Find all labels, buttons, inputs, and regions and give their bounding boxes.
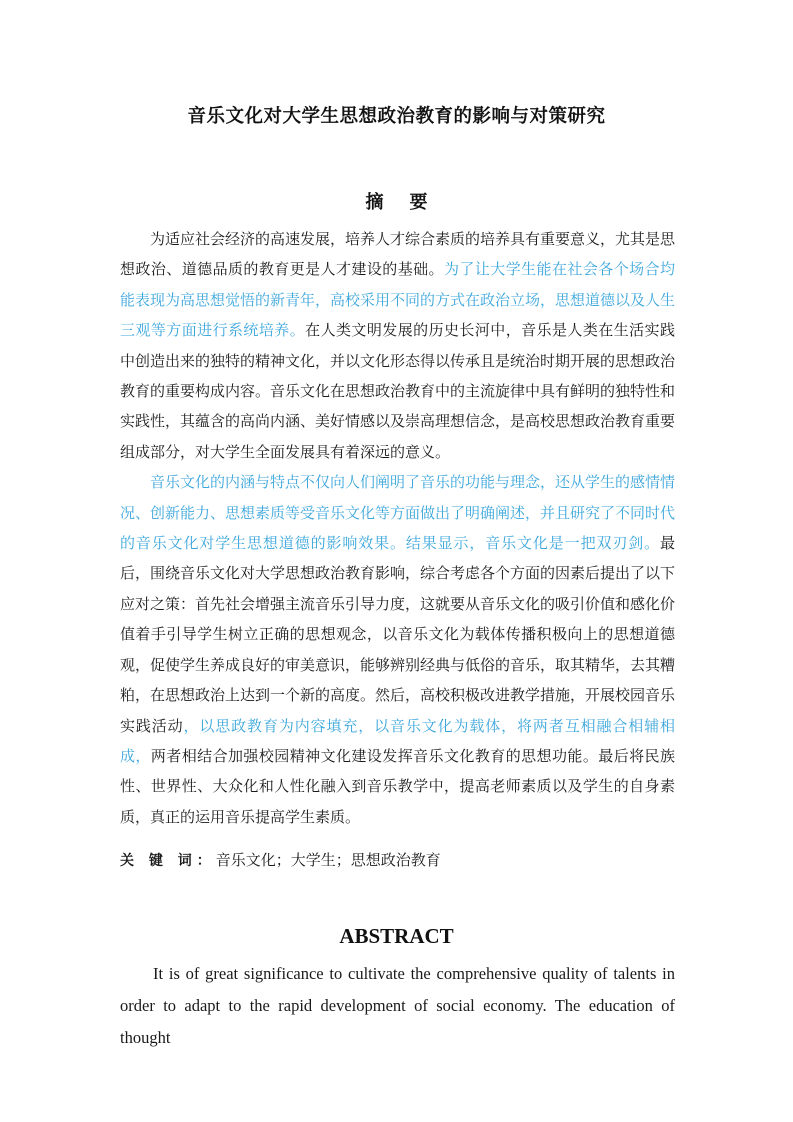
paragraph-2-sentence-4: 两者相结合加强校园精神文化建设发挥音乐文化教育的思想功能。最后将民族性、世界性、大众化和人性化融入到音乐教学中，提高老师素质以及学生的自身素质，真正的运用音乐提高学生素质。: [120, 746, 675, 826]
abstract-paragraph-2: [120, 467, 675, 832]
paragraph-1-sentence-1: 为适应社会经济的高速发展，培养人才综合素质的培养具有重要意义，尤其是思想政治、道德品质的教育更是人才建设的基础。: [120, 230, 676, 279]
abstract-heading: [0, 188, 793, 214]
english-abstract: [120, 958, 675, 1054]
paragraph-2-highlight-2: ，以思政教育为内容填充，以音乐文化为载体，将两者互相融合相辅相成，: [120, 716, 675, 765]
paragraph-2-sentence-2: 最后，围绕音乐文化对大学思想政治教育影响，综合考虑各个方面的因素后提出了以下应对之策：首先社会增强主流音乐引导力度，这就要从音乐文化的吸引价值和感化价值着手引导学生树立正确的思想观念，以音乐文化为载体传播积极向上的思想道德观，促使学生养成良好的审美意识，能够辨别经典与低俗的音乐，取其精华，去其糟粕，在思想政治上达到一个新的高度。然后，高校积极改进教学措施，开展校园音乐实践活动: [120, 534, 676, 735]
abstract-paragraph-1: [120, 224, 675, 467]
paragraph-1-sentence-3: 在人类文明发展的历史长河中，音乐是人类在生活实践中创造出来的独特的精神文化，并以文化形态得以传承且是统治时期开展的思想政治教育的重要构成内容。音乐文化在思想政治教育中的主流旋律中具有鲜明的独特性和实践性，其蕴含的高尚内涵、美好情感以及崇高理想信念，是高校思想政治教育重要组成部分，对大学生全面发展具有着深远的意义。: [120, 321, 676, 461]
paragraph-1-highlight: 为了让大学生能在社会各个场合均能表现为高思想觉悟的新青年，高校采用不同的方式在政治立场，思想道德以及人生三观等方面进行系统培养。: [120, 260, 676, 340]
keywords-text: 音乐文化；大学生；思想政治教育: [215, 851, 441, 869]
abstract-heading-char-2: 要: [409, 192, 428, 213]
english-paragraph: It is of great significance to cultivate the comprehensive quality of talents in order to adapt to the rapid development of social economy. The education of thought: [120, 964, 675, 1047]
keywords-line: [120, 846, 675, 875]
english-abstract-heading: ABSTRACT: [339, 924, 454, 948]
chinese-abstract: [120, 224, 675, 832]
paragraph-2-highlight-1: 音乐文化的内涵与特点不仅向人们阐明了音乐的功能与理念，还从学生的感情情况、创新能力、思想素质等受音乐文化等方面做出了明确阐述，并且研究了不同时代的音乐文化对学生思想道德的影响效果。结果显示，音乐文化是一把双刃剑。: [120, 473, 676, 553]
keywords-label: 关 键 词：: [120, 853, 216, 869]
abstract-heading-char-1: 摘: [365, 192, 384, 213]
page-title: 音乐文化对大学生思想政治教育的影响与对策研究: [187, 106, 606, 127]
